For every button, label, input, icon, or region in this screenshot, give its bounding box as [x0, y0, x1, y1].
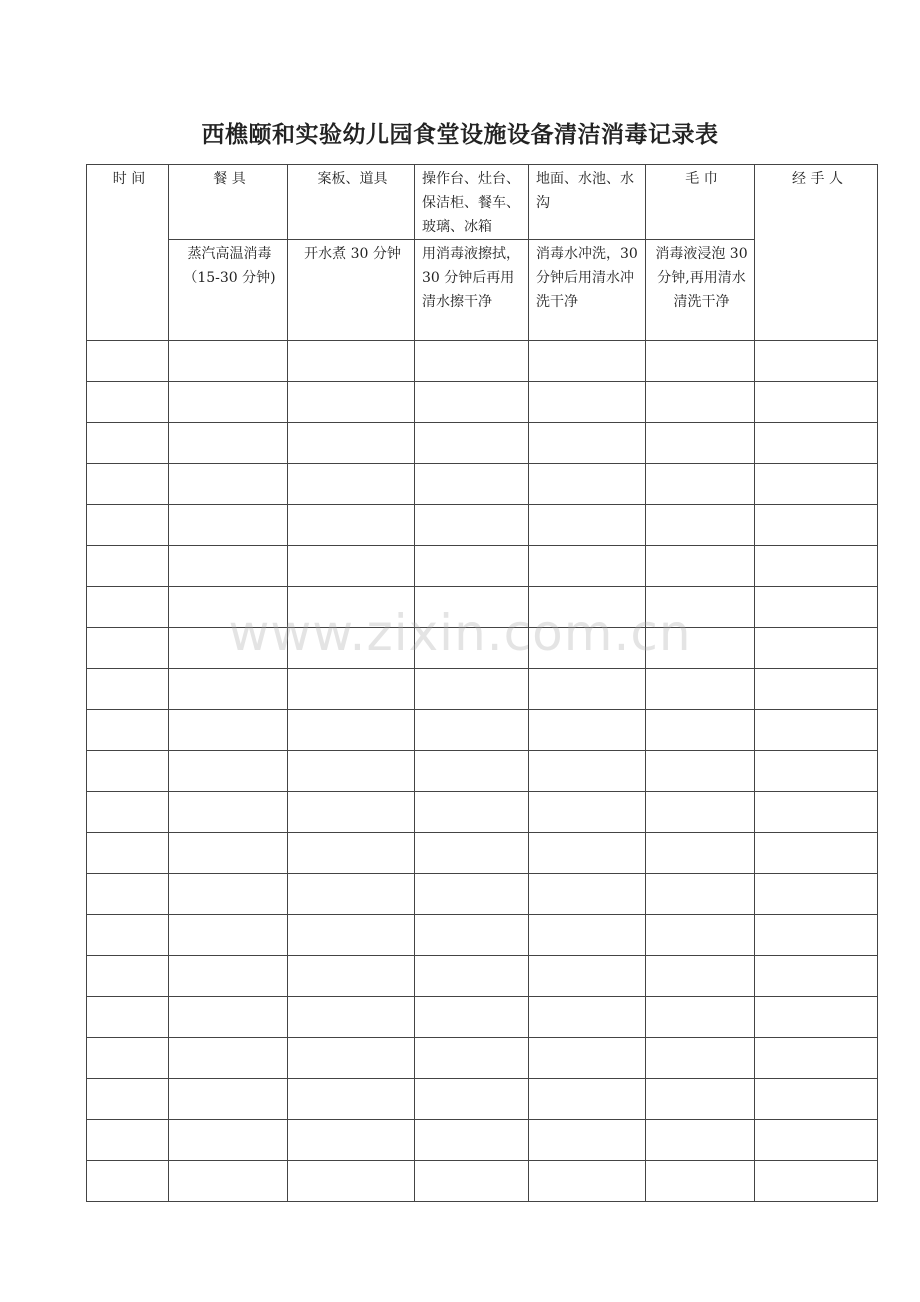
cell-cutting-board[interactable] — [288, 874, 415, 915]
cell-workbench[interactable] — [415, 792, 529, 833]
watermark: www.zixin.com.cn — [228, 604, 692, 662]
cell-towel[interactable] — [646, 382, 755, 423]
table-row — [87, 997, 878, 1038]
cell-towel[interactable] — [646, 833, 755, 874]
cell-cutting-board[interactable] — [288, 997, 415, 1038]
table-row — [87, 423, 878, 464]
cell-handler[interactable] — [755, 751, 878, 792]
cell-time[interactable] — [87, 1079, 169, 1120]
cell-cutting-board[interactable] — [288, 546, 415, 587]
cell-time[interactable] — [87, 669, 169, 710]
cell-towel[interactable] — [646, 874, 755, 915]
cell-time[interactable] — [87, 915, 169, 956]
cell-cutting-board[interactable] — [288, 751, 415, 792]
cell-workbench[interactable] — [415, 341, 529, 382]
cell-floor[interactable] — [529, 382, 646, 423]
cell-handler[interactable] — [755, 505, 878, 546]
cell-floor[interactable] — [529, 751, 646, 792]
cell-cutting-board[interactable] — [288, 710, 415, 751]
header-towel: 毛 巾 — [646, 165, 755, 240]
cell-workbench[interactable] — [415, 382, 529, 423]
cell-tableware[interactable] — [169, 792, 288, 833]
header-floor: 地面、水池、水沟 — [529, 165, 646, 240]
cell-cutting-board[interactable] — [288, 464, 415, 505]
cell-time[interactable] — [87, 956, 169, 997]
cell-workbench[interactable] — [415, 710, 529, 751]
cell-time[interactable] — [87, 997, 169, 1038]
cell-cutting-board[interactable] — [288, 1038, 415, 1079]
table-row — [87, 1161, 878, 1202]
cell-handler[interactable] — [755, 1161, 878, 1202]
cell-cutting-board[interactable] — [288, 341, 415, 382]
page-title: 西樵颐和实验幼儿园食堂设施设备清洁消毒记录表 — [201, 121, 719, 148]
cell-tableware[interactable] — [169, 423, 288, 464]
cell-workbench[interactable] — [415, 1079, 529, 1120]
cell-time[interactable] — [87, 874, 169, 915]
cell-handler[interactable] — [755, 382, 878, 423]
cell-handler[interactable] — [755, 997, 878, 1038]
cell-time[interactable] — [87, 792, 169, 833]
table-row — [87, 505, 878, 546]
cell-towel[interactable] — [646, 628, 755, 669]
cell-handler[interactable] — [755, 792, 878, 833]
cell-cutting-board[interactable] — [288, 792, 415, 833]
cell-workbench[interactable] — [415, 546, 529, 587]
cell-workbench[interactable] — [415, 587, 529, 628]
cell-tableware[interactable] — [169, 710, 288, 751]
cell-time[interactable] — [87, 423, 169, 464]
cell-floor[interactable] — [529, 833, 646, 874]
cell-towel[interactable] — [646, 956, 755, 997]
table-row — [87, 382, 878, 423]
cell-towel[interactable] — [646, 505, 755, 546]
cell-tableware[interactable] — [169, 587, 288, 628]
cell-tableware[interactable] — [169, 1038, 288, 1079]
cell-handler[interactable] — [755, 915, 878, 956]
cell-cutting-board[interactable] — [288, 669, 415, 710]
cell-towel[interactable] — [646, 751, 755, 792]
cell-time[interactable] — [87, 546, 169, 587]
cell-workbench[interactable] — [415, 505, 529, 546]
cell-workbench[interactable] — [415, 915, 529, 956]
header-time: 时 间 — [87, 165, 169, 341]
cell-floor[interactable] — [529, 628, 646, 669]
cell-time[interactable] — [87, 628, 169, 669]
cell-cutting-board[interactable] — [288, 1079, 415, 1120]
cell-tableware[interactable] — [169, 341, 288, 382]
table-row — [87, 751, 878, 792]
cell-floor[interactable] — [529, 505, 646, 546]
cell-workbench[interactable] — [415, 1120, 529, 1161]
table-row — [87, 915, 878, 956]
cell-tableware[interactable] — [169, 669, 288, 710]
cell-workbench[interactable] — [415, 874, 529, 915]
cell-floor[interactable] — [529, 710, 646, 751]
cell-tableware[interactable] — [169, 1120, 288, 1161]
cell-tableware[interactable] — [169, 833, 288, 874]
cell-towel[interactable] — [646, 1038, 755, 1079]
cell-workbench[interactable] — [415, 628, 529, 669]
cell-time[interactable] — [87, 464, 169, 505]
cell-time[interactable] — [87, 382, 169, 423]
cell-tableware[interactable] — [169, 1161, 288, 1202]
cell-time[interactable] — [87, 505, 169, 546]
cell-floor[interactable] — [529, 956, 646, 997]
cell-floor[interactable] — [529, 546, 646, 587]
disinfection-record-table — [86, 164, 878, 1202]
cell-cutting-board[interactable] — [288, 956, 415, 997]
cell-towel[interactable] — [646, 997, 755, 1038]
table-row — [87, 587, 878, 628]
table-row — [87, 628, 878, 669]
cell-floor[interactable] — [529, 1079, 646, 1120]
cell-towel[interactable] — [646, 710, 755, 751]
cell-workbench[interactable] — [415, 956, 529, 997]
cell-tableware[interactable] — [169, 505, 288, 546]
cell-handler[interactable] — [755, 710, 878, 751]
header-workbench: 操作台、灶台、保洁柜、餐车、玻璃、冰箱 — [415, 165, 529, 240]
table-row — [87, 1120, 878, 1161]
method-tableware: 蒸汽高温消毒（15-30 分钟) — [169, 240, 288, 341]
cell-tableware[interactable] — [169, 956, 288, 997]
cell-time[interactable] — [87, 341, 169, 382]
cell-floor[interactable] — [529, 1038, 646, 1079]
table-row — [87, 669, 878, 710]
cell-workbench[interactable] — [415, 1161, 529, 1202]
cell-floor[interactable] — [529, 669, 646, 710]
cell-workbench[interactable] — [415, 464, 529, 505]
cell-workbench[interactable] — [415, 751, 529, 792]
table-row — [87, 874, 878, 915]
table-row — [87, 1038, 878, 1079]
table-row — [87, 833, 878, 874]
header-tableware: 餐 具 — [169, 165, 288, 240]
cell-towel[interactable] — [646, 1120, 755, 1161]
cell-time[interactable] — [87, 710, 169, 751]
cell-handler[interactable] — [755, 341, 878, 382]
cell-tableware[interactable] — [169, 628, 288, 669]
cell-towel[interactable] — [646, 546, 755, 587]
cell-towel[interactable] — [646, 669, 755, 710]
method-workbench: 用消毒液擦拭，30 分钟后再用清水擦干净 — [415, 240, 529, 341]
table-row — [87, 792, 878, 833]
cell-cutting-board[interactable] — [288, 1120, 415, 1161]
cell-cutting-board[interactable] — [288, 628, 415, 669]
cell-cutting-board[interactable] — [288, 587, 415, 628]
cell-handler[interactable] — [755, 956, 878, 997]
cell-workbench[interactable] — [415, 997, 529, 1038]
cell-cutting-board[interactable] — [288, 833, 415, 874]
cell-floor[interactable] — [529, 1161, 646, 1202]
cell-tableware[interactable] — [169, 874, 288, 915]
cell-tableware[interactable] — [169, 997, 288, 1038]
cell-time[interactable] — [87, 587, 169, 628]
cell-towel[interactable] — [646, 915, 755, 956]
cell-workbench[interactable] — [415, 1038, 529, 1079]
cell-floor[interactable] — [529, 341, 646, 382]
cell-handler[interactable] — [755, 628, 878, 669]
cell-tableware[interactable] — [169, 1079, 288, 1120]
method-cutting-board: 开水煮 30 分钟 — [288, 240, 415, 341]
cell-handler[interactable] — [755, 1120, 878, 1161]
table-row — [87, 341, 878, 382]
cell-towel[interactable] — [646, 1161, 755, 1202]
method-towel: 消毒液浸泡 30 分钟,再用清水清洗干净 — [646, 240, 755, 341]
cell-workbench[interactable] — [415, 669, 529, 710]
cell-handler[interactable] — [755, 833, 878, 874]
cell-cutting-board[interactable] — [288, 915, 415, 956]
table-row — [87, 956, 878, 997]
cell-tableware[interactable] — [169, 464, 288, 505]
cell-handler[interactable] — [755, 464, 878, 505]
cell-handler[interactable] — [755, 423, 878, 464]
cell-floor[interactable] — [529, 915, 646, 956]
cell-time[interactable] — [87, 751, 169, 792]
cell-cutting-board[interactable] — [288, 423, 415, 464]
table-row — [87, 710, 878, 751]
cell-handler[interactable] — [755, 1038, 878, 1079]
cell-floor[interactable] — [529, 874, 646, 915]
cell-handler[interactable] — [755, 669, 878, 710]
table-row — [87, 464, 878, 505]
cell-workbench[interactable] — [415, 833, 529, 874]
cell-towel[interactable] — [646, 464, 755, 505]
cell-tableware[interactable] — [169, 382, 288, 423]
cell-towel[interactable] — [646, 341, 755, 382]
cell-floor[interactable] — [529, 464, 646, 505]
header-row — [87, 165, 878, 240]
table-row — [87, 1079, 878, 1120]
cell-floor[interactable] — [529, 792, 646, 833]
header-cutting-board: 案板、道具 — [288, 165, 415, 240]
table-row — [87, 546, 878, 587]
cell-time[interactable] — [87, 1038, 169, 1079]
cell-floor[interactable] — [529, 997, 646, 1038]
cell-towel[interactable] — [646, 587, 755, 628]
cell-floor[interactable] — [529, 587, 646, 628]
cell-cutting-board[interactable] — [288, 505, 415, 546]
method-floor: 消毒水冲洗，30 分钟后用清水冲洗干净 — [529, 240, 646, 341]
cell-tableware[interactable] — [169, 546, 288, 587]
cell-cutting-board[interactable] — [288, 382, 415, 423]
cell-handler[interactable] — [755, 874, 878, 915]
cell-towel[interactable] — [646, 423, 755, 464]
cell-time[interactable] — [87, 833, 169, 874]
cell-workbench[interactable] — [415, 423, 529, 464]
cell-handler[interactable] — [755, 546, 878, 587]
cell-floor[interactable] — [529, 423, 646, 464]
cell-towel[interactable] — [646, 1079, 755, 1120]
cell-cutting-board[interactable] — [288, 1161, 415, 1202]
cell-handler[interactable] — [755, 587, 878, 628]
header-handler: 经 手 人 — [755, 165, 878, 341]
cell-floor[interactable] — [529, 1120, 646, 1161]
cell-handler[interactable] — [755, 1079, 878, 1120]
cell-towel[interactable] — [646, 792, 755, 833]
cell-time[interactable] — [87, 1120, 169, 1161]
cell-time[interactable] — [87, 1161, 169, 1202]
cell-tableware[interactable] — [169, 751, 288, 792]
cell-tableware[interactable] — [169, 915, 288, 956]
